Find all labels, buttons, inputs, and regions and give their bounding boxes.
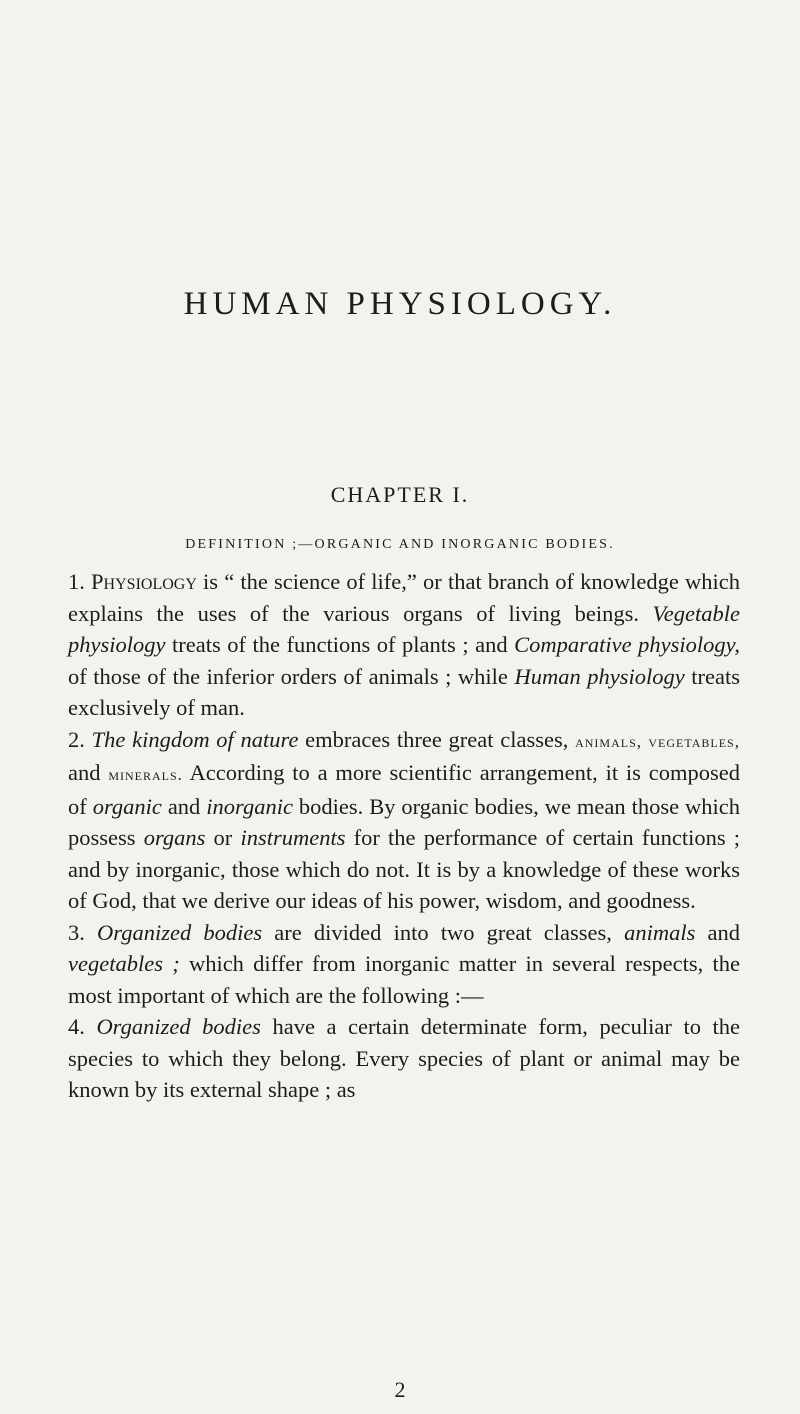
p1-text: is “ the science of life,” or that branch of knowledge which explains the uses of the various organs of living beings.: [68, 569, 741, 626]
p3-italic-vegetables: vegetables ;: [68, 951, 180, 976]
p3-text-3: which differ from inorganic matter in several respects, the most important of which are the following :—: [68, 951, 741, 1008]
p2-text-2: and: [68, 760, 109, 785]
section-heading: DEFINITION ;—ORGANIC AND INORGANIC BODIES.: [185, 537, 615, 552]
p3-number: 3.: [68, 919, 98, 945]
p1-text-4: treats exclusively of man.: [68, 663, 740, 720]
page-number: 2: [394, 1377, 406, 1402]
p1-italic-comparative: Comparative physiology,: [514, 632, 741, 657]
p2-smallcaps-animals: animals, vegetables,: [575, 731, 740, 751]
p2-smallcaps-minerals: minerals.: [108, 765, 183, 784]
p2-text: embraces three great classes,: [298, 726, 576, 752]
paragraph-3: [68, 917, 740, 1012]
p2-text-6: or: [205, 825, 241, 850]
paragraph-2: [68, 724, 740, 917]
p4-text: have a certain determinate form, peculiar to the species to which they belong. Every species of plant or animal may be known by its external shape ; as: [68, 1014, 740, 1102]
p2-italic-kingdom: The kingdom of nature: [91, 726, 299, 752]
p2-italic-organs: organs: [143, 825, 206, 850]
book-title: HUMAN PHYSIOLOGY.: [183, 286, 617, 322]
p3-italic-organized: Organized bodies: [97, 919, 263, 945]
p2-text-3: According to a more scientific arrangement, it is composed of: [68, 760, 740, 819]
paragraph-4: [68, 1011, 740, 1106]
p1-text-3: of those of the inferior orders of animals ; while: [68, 663, 515, 689]
paragraph-1: [68, 566, 740, 724]
p1-term: Physiology: [91, 569, 197, 594]
p2-number: 2.: [68, 726, 92, 752]
p2-text-5: bodies. By organic bodies, we mean those which possess: [68, 793, 741, 850]
p1-text-2: treats of the functions of plants ; and: [165, 632, 515, 657]
p4-number: 4.: [68, 1014, 97, 1039]
p2-text-4: and: [161, 793, 207, 819]
p3-text-2: and: [695, 919, 740, 945]
p2-text-7: for the performance of certain functions ; and by inorganic, those which do not. It is by a knowledge of these works of God, that we derive our ideas of his power, wisdom, and goodness.: [68, 825, 741, 913]
body-text: [68, 566, 740, 1106]
p1-italic-vegetable: Vegetable physiology: [68, 600, 740, 657]
p2-italic-instruments: instruments: [240, 825, 346, 850]
p2-italic-inorganic: inorganic: [206, 793, 293, 819]
p2-italic-organic: organic: [92, 793, 162, 819]
p1-number: 1.: [68, 569, 92, 594]
p1-italic-human: Human physiology: [514, 663, 685, 689]
p3-text: are divided into two great classes,: [262, 919, 625, 945]
p3-italic-animals: animals: [624, 919, 696, 945]
chapter-heading: CHAPTER I.: [330, 482, 470, 507]
p4-italic-organized: Organized bodies: [96, 1014, 261, 1039]
